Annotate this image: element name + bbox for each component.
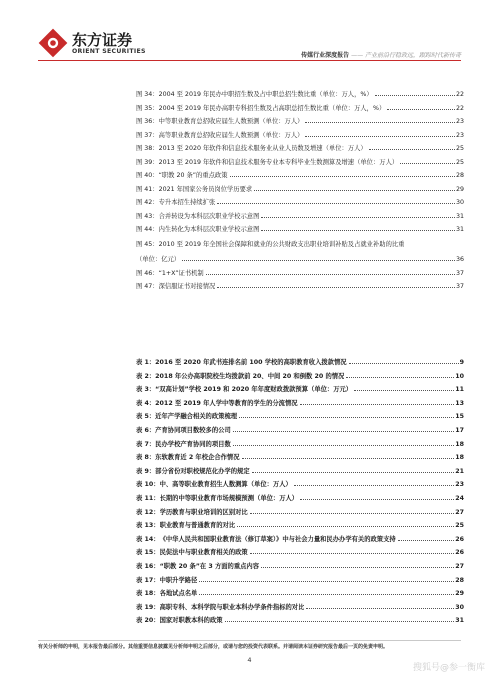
table-entry[interactable]: [136, 438, 464, 452]
table-page-number: 29: [455, 590, 464, 598]
dot-leader: [230, 176, 455, 177]
header-separator: ——: [351, 52, 364, 59]
figure-entry[interactable]: [136, 129, 464, 143]
table-title: “双高计划”学校 2019 和 2020 年年度财政拨款预算（单位：万元）: [155, 386, 353, 394]
table-entry[interactable]: [136, 546, 464, 560]
figure-entry[interactable]: [136, 88, 464, 102]
figure-entry[interactable]: [136, 237, 464, 267]
table-label: 表 1：: [136, 359, 156, 366]
table-title: 2012 至 2019 年人学中等教育的学生的分流情况: [155, 399, 298, 407]
report-header: [301, 50, 461, 59]
dot-leader: [349, 363, 459, 364]
table-label: 表 4：: [136, 399, 156, 407]
figure-entry[interactable]: [136, 169, 464, 183]
table-entry[interactable]: [136, 465, 464, 479]
figure-entry[interactable]: [136, 183, 464, 197]
table-title: 东软教育近 2 年校企合作情况: [155, 454, 240, 462]
table-title: “职教 20 条”在 3 方面的重点内容: [159, 562, 260, 570]
table-page-number: 24: [455, 494, 464, 502]
table-page-number: 13: [455, 399, 464, 407]
figure-entry[interactable]: [136, 102, 464, 116]
dot-leader: [387, 109, 455, 110]
figure-entry[interactable]: [136, 223, 464, 237]
table-entry[interactable]: [136, 506, 464, 520]
figure-entry[interactable]: [136, 142, 464, 156]
dot-leader: [250, 553, 455, 554]
dot-leader: [306, 608, 454, 609]
figure-label: 图 36：: [136, 118, 159, 125]
report-subtitle: 产业前沿行稳致远，跟踪时代新传奇: [364, 52, 461, 59]
table-label: 表 9：: [136, 467, 156, 475]
table-entry[interactable]: [136, 533, 464, 547]
table-title: 长期的中等职业教育市场规模预测（单位：万人）: [159, 494, 299, 502]
table-page-number: 31: [455, 617, 464, 625]
table-page-number: 26: [455, 535, 464, 543]
table-page-number: 17: [455, 426, 464, 434]
table-label: 表 12：: [136, 508, 160, 516]
table-label: 表 2：: [136, 372, 156, 380]
table-page-number: 28: [455, 576, 464, 584]
dot-leader: [225, 621, 455, 622]
figure-page-number: 29: [455, 185, 464, 193]
table-label: 表 17：: [136, 576, 160, 584]
figure-title: 深信服证书对接情况: [158, 283, 216, 290]
report-type: 传媒行业深度报告: [301, 52, 350, 59]
table-label: 表 11：: [136, 494, 160, 502]
table-entry[interactable]: [136, 370, 464, 384]
table-label: 表 8：: [136, 454, 156, 462]
table-page-number: 25: [455, 522, 464, 530]
dot-leader: [242, 458, 455, 459]
figure-label: 图 45：: [136, 240, 159, 248]
figure-label: 图 39：: [136, 158, 159, 166]
dot-leader: [233, 445, 455, 446]
figure-entry[interactable]: [136, 196, 464, 210]
figure-page-number: 31: [455, 226, 464, 233]
table-entry[interactable]: [136, 451, 464, 465]
figure-title-continued: （单位：亿元）: [136, 255, 181, 263]
table-label: 表 18：: [136, 590, 160, 598]
dot-leader: [237, 526, 454, 527]
figure-page-number: 22: [455, 104, 464, 112]
table-entry[interactable]: [136, 587, 464, 601]
figure-page-number: 25: [455, 158, 464, 166]
table-label: 表 20：: [136, 617, 160, 625]
company-logo: [38, 28, 178, 58]
table-title: 职业教育与普通教育的对比: [159, 522, 236, 530]
watermark-text: 搜狐号@参一衡库: [412, 663, 485, 673]
table-entry[interactable]: [136, 356, 464, 370]
figure-label: 图 44：: [136, 226, 159, 233]
figure-entry[interactable]: [136, 280, 464, 294]
dot-leader: [375, 95, 455, 96]
table-page-number: 18: [455, 454, 464, 462]
figure-label: 图 38：: [136, 145, 159, 152]
figure-label: 图 41：: [136, 185, 159, 193]
dot-leader: [254, 190, 455, 191]
dot-leader: [400, 163, 455, 164]
figure-index: [136, 88, 464, 294]
figure-page-number: 22: [455, 91, 464, 98]
table-page-number: 11: [455, 386, 464, 394]
table-page-number: 26: [455, 549, 464, 557]
brand-name-en: ORIENT SECURITIES: [72, 48, 146, 55]
page-number: 4: [247, 656, 252, 664]
table-title: 近年产学融合相关的政策梳理: [155, 413, 238, 421]
dot-leader: [300, 499, 454, 500]
figure-title: 合并转设为本科层次职业学校示意图: [158, 212, 260, 220]
figure-page-number: 37: [455, 269, 464, 277]
dot-leader: [261, 217, 455, 218]
table-label: 表 10：: [136, 481, 160, 489]
table-page-number: 10: [455, 372, 464, 380]
figure-title: 2004 至 2019 年民办中职招生数及占中职总招生数比重（单位：万人，%）: [158, 91, 373, 98]
dot-leader: [261, 230, 455, 231]
figure-title: 2004 至 2019 年民办高职专科招生数及占高职总招生数比重（单位：万人，%）: [158, 104, 386, 112]
figure-page-number: 23: [455, 118, 464, 125]
table-page-number: 18: [455, 440, 464, 448]
dot-leader: [199, 594, 454, 595]
table-title: 部分省份对职校规范化办学的规定: [155, 467, 250, 475]
figure-label: 图 40：: [136, 172, 159, 179]
dot-leader: [233, 431, 455, 432]
dot-leader: [199, 581, 454, 582]
table-title: 中职升学路径: [159, 576, 198, 584]
figure-entry[interactable]: [136, 115, 464, 129]
table-entry[interactable]: [136, 383, 464, 397]
table-label: 表 16：: [136, 562, 160, 570]
figure-page-number: 25: [455, 145, 464, 152]
dot-leader: [300, 404, 455, 405]
brand-name-cn: 东方证券: [72, 31, 133, 49]
table-title: 中、高等职业教育招生人数测算（单位：万人）: [159, 481, 292, 489]
figure-page-number: 31: [455, 212, 464, 220]
figure-label: 图 46：: [136, 269, 159, 277]
figure-label: 图 47：: [136, 283, 159, 290]
figure-entry[interactable]: [136, 267, 464, 281]
table-page-number: 27: [455, 562, 464, 570]
figure-page-number: 37: [455, 283, 464, 290]
table-entry[interactable]: [136, 424, 464, 438]
figure-label: 图 42：: [136, 199, 159, 206]
dot-leader: [294, 485, 454, 486]
orient-securities-logo-icon: [38, 28, 68, 58]
table-label: 表 19：: [136, 603, 160, 611]
figure-page-number: 23: [455, 131, 464, 139]
figure-page-number: 30: [455, 199, 464, 206]
table-label: 表 6：: [136, 426, 156, 434]
figure-title: 2013 至 2020 年软件和信息技术服务业从业人员数及增速（单位：万人）: [158, 145, 367, 152]
dot-leader: [182, 260, 455, 261]
table-title: 高职专科、本科学院与职业本科办学条件指标的对比: [159, 603, 305, 611]
figure-page-number: 36: [455, 255, 464, 263]
dot-leader: [250, 513, 455, 514]
dot-leader: [206, 274, 455, 275]
table-title: 民促法中与职业教育相关的政策: [159, 549, 248, 557]
dot-leader: [369, 149, 455, 150]
table-label: 表 3：: [136, 386, 156, 394]
table-label: 表 5：: [136, 413, 156, 421]
table-label: 表 13：: [136, 522, 160, 530]
table-title: 民办学校产育协同的项目数: [155, 440, 231, 448]
table-index: [136, 356, 464, 628]
table-page-number: 15: [455, 413, 464, 421]
dot-leader: [261, 567, 454, 568]
figure-title: 2021 年国家公务员岗位学历要求: [158, 185, 253, 193]
figure-entry[interactable]: [136, 210, 464, 224]
table-title: 产育协同项目数较多的公司: [155, 426, 231, 434]
figure-title: 专升本招生持续扩张: [158, 199, 216, 206]
dot-leader: [217, 287, 455, 288]
figure-label: 图 37：: [136, 131, 159, 139]
figure-title: 2010 至 2019 年全国社会保障和就业的公共财政支出职业培训补贴及占就业补助的比重: [158, 240, 405, 248]
table-title: 《中华人民共和国职业教育法（修订草案）》中与社会力量和民办办学有关的政策支持: [159, 535, 396, 543]
figure-title: 内生转化为本科层次职业学校示意图: [158, 226, 260, 233]
dot-leader: [354, 390, 454, 391]
dot-leader: [346, 377, 454, 378]
figure-label: 图 35：: [136, 104, 159, 112]
table-title: 国家对职教本科的政策: [159, 617, 223, 625]
dot-leader: [398, 540, 455, 541]
table-label: 表 7：: [136, 440, 156, 448]
dot-leader: [239, 417, 454, 418]
table-title: 2016 至 2020 年武书连排名前 100 学校的高职教育收入拨款情况: [155, 359, 347, 366]
table-title: 学历教育与职业培训的区别对比: [159, 508, 248, 516]
table-entry[interactable]: [136, 492, 464, 506]
table-entry[interactable]: [136, 614, 464, 628]
table-entry[interactable]: [136, 397, 464, 411]
figure-label: 图 43：: [136, 212, 159, 220]
header-rule: [38, 60, 461, 61]
table-title: 2018 年公办高职院校生均拨款前 20、中间 20 和倒数 20 的情况: [155, 372, 345, 380]
table-entry[interactable]: [136, 574, 464, 588]
figure-title: 2013 至 2019 年软件和信息技术服务专业本专科毕业生数测算及增速（单位：万人）: [158, 158, 399, 166]
table-page-number: 23: [455, 481, 464, 489]
figure-title: “职教 20 条”的重点政策: [158, 172, 228, 179]
footer-disclaimer: 有关分析师的申明，见本报告最后部分。其他重要信息披露见分析师申明之后部分，或请与您的投资代表联系。并请阅读本证券研究报告最后一页的免责申明。: [38, 644, 389, 650]
figure-title: 高等职业教育总招收应届生人数预测（单位：万人）: [158, 131, 304, 139]
dot-leader: [217, 203, 455, 204]
table-entry[interactable]: [136, 519, 464, 533]
table-label: 表 15：: [136, 549, 160, 557]
table-page-number: 21: [455, 467, 464, 475]
table-entry[interactable]: [136, 478, 464, 492]
dot-leader: [305, 122, 455, 123]
table-page-number: 9: [459, 359, 464, 366]
figure-page-number: 28: [455, 172, 464, 179]
table-title: 各地试点名单: [159, 590, 198, 598]
figure-title: 中等职业教育总招收应届生人数预测（单位：万人）: [158, 118, 304, 125]
table-entry[interactable]: [136, 410, 464, 424]
table-entry[interactable]: [136, 601, 464, 615]
table-page-number: 27: [455, 508, 464, 516]
figure-title: “1+X”证书机制: [158, 269, 204, 277]
figure-label: 图 34：: [136, 91, 159, 98]
table-label: 表 14：: [136, 535, 160, 543]
figure-entry[interactable]: [136, 156, 464, 170]
footer-rule: [38, 640, 461, 641]
dot-leader: [305, 136, 455, 137]
table-page-number: 30: [455, 603, 464, 611]
table-entry[interactable]: [136, 560, 464, 574]
dot-leader: [252, 472, 455, 473]
